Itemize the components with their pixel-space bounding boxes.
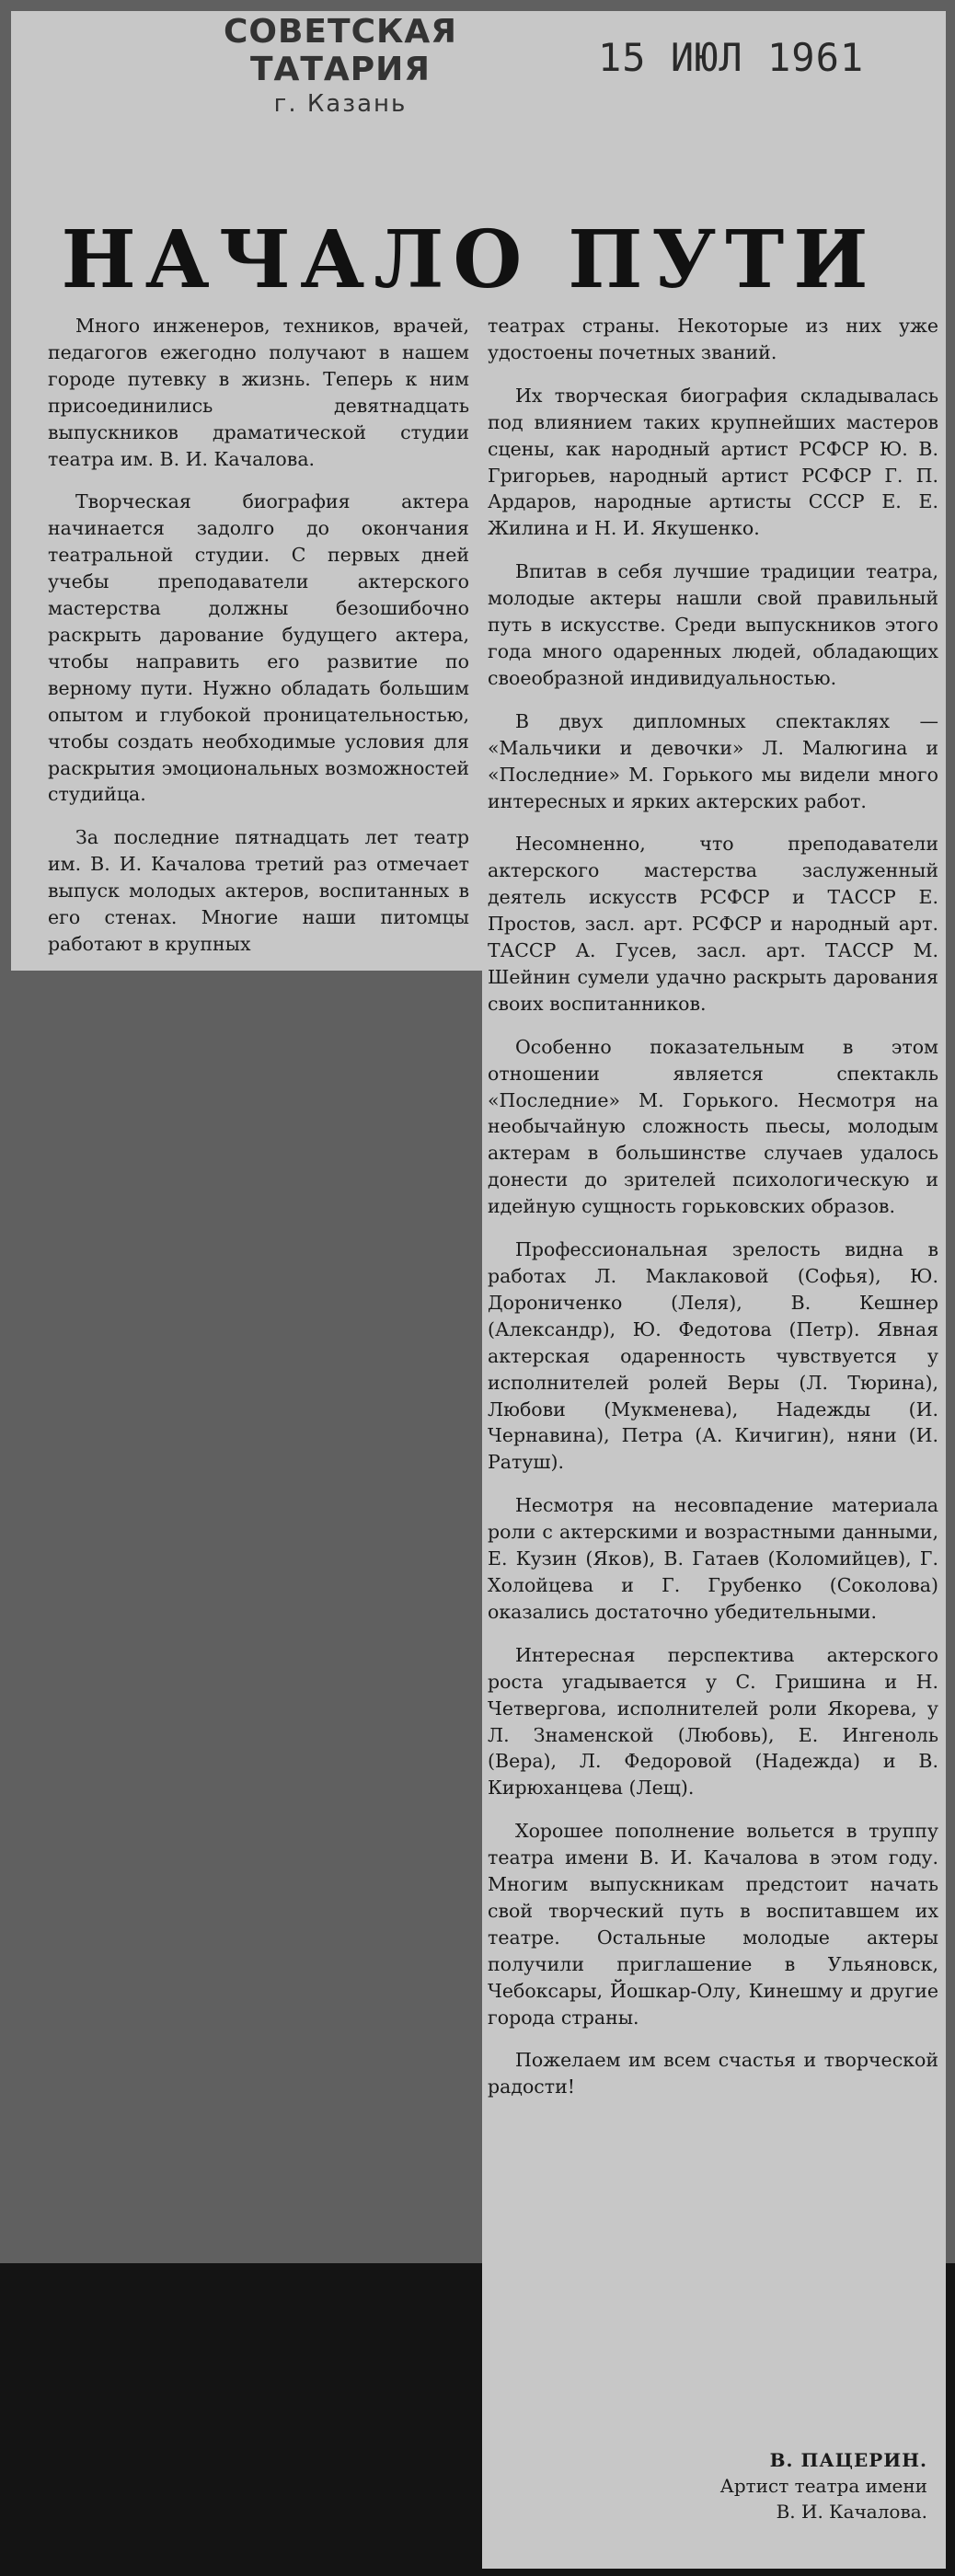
paragraph: Пожелаем им всем счастья и творческой радости!	[488, 2049, 938, 2099]
author-name: В. ПАЦЕРИН.	[769, 2449, 927, 2471]
paragraph: театрах страны. Некоторые из них уже удостоены почетных званий.	[488, 315, 938, 363]
date-stamp: 15 ИЮЛ 1961	[598, 35, 865, 80]
paragraph: Их творческая биография складывалась под влиянием таких крупнейших мастеров сцены, как народный артист РСФСР Ю. В. Григорьев, народный артист РСФСР Г. П. Ардаров, народные артисты СССР Е. Е. Жилина и Н. И. Якушенко.	[488, 384, 938, 540]
paragraph: За последние пятнадцать лет театр им. В. И. Качалова третий раз отмечает выпуск молодых актеров, воспитанных в его стенах. Многие наши питомцы работают в крупных	[48, 826, 469, 955]
paragraph: В двух дипломных спектаклях — «Мальчики и девочки» Л. Малюгина и «Последние» М. Горького мы видели много интересных и ярких актерских работ.	[488, 709, 938, 812]
newspaper-city: г. Казань	[273, 90, 408, 118]
article-headline: НАЧАЛО ПУТИ	[61, 213, 878, 306]
paragraph: Профессиональная зрелость видна в работах Л. Маклаковой (Софья), Ю. Дорониченко (Леля), В. Кешнер (Александр), Ю. Федотова (Петр). Явная актерская одаренность чувствуется у исполнителей ролей Веры (Л. Тюрина), Любови (Мукменева), Надежды (И. Чернавина), Петра (А. Кичигин), няни (И. Ратуш).	[488, 1238, 938, 1474]
paragraph: Несмотря на несовпадение материала роли с актерскими и возрастными данными, Е. Кузин (Яков), В. Гатаев (Коломийцев), Г. Холойцева и Г. Грубенко (Соколова) оказались достаточно убедительными.	[488, 1494, 938, 1623]
paragraph: Впитав в себя лучшие традиции театра, молодые актеры нашли свой правильный путь в искусстве. Среди выпускников этого года много одаренных людей, обладающих своеобразной индивидуальностью.	[488, 560, 938, 689]
author-role: Артист театра имени	[719, 2475, 927, 2497]
paragraph: Несомненно, что преподаватели актерского мастерства заслуженный деятель искусств РСФСР и ТАССР Е. Простов, засл. арт. РСФСР и народный арт. ТАССР А. Гусев, засл. арт. ТАССР М. Шейнин сумели удачно раскрыть дарования своих воспитанников.	[488, 833, 938, 1015]
newspaper-masthead	[147, 13, 534, 118]
paragraph: Много инженеров, техников, врачей, педагогов ежегодно получают в нашем городе путевку в жизнь. Теперь к ним присоединились девятнадцать выпускников драматической студии театра им. В. И. Качалова.	[48, 315, 469, 470]
author-theatre: В. И. Качалова.	[776, 2501, 927, 2523]
article-column-right	[488, 313, 938, 2117]
article-column-left	[48, 313, 469, 974]
paragraph: Творческая биография актера начинается задолго до окончания театральной студии. С первых дней учебы преподаватели актерского мастерства должны безошибочно раскрыть дарование будущего актера, чтобы направить его развитие по верному пути. Нужно обладать большим опытом и глубокой проницательностью, чтобы создать необходимые условия для раскрытия эмоциональных возможностей студийца.	[48, 490, 469, 806]
paragraph: Хорошее пополнение вольется в труппу театра имени В. И. Качалова в этом году. Многим выпускникам предстоит начать свой творческий путь в воспитавшем их театре. Остальные молодые актеры получили приглашение в Ульяновск, Чебоксары, Йошкар-Олу, Кинешму и другие города страны.	[488, 1820, 938, 2029]
article-signature	[515, 2447, 927, 2524]
paragraph: Интересная перспектива актерского роста угадывается у С. Гришина и Н. Четвергова, исполнителей роли Якорева, у Л. Знаменской (Любовь), Е. Ингеноль (Вера), Л. Федоровой (Надежда) и В. Кирюханцева (Лещ).	[488, 1643, 938, 1800]
paragraph: Особенно показательным в этом отношении является спектакль «Последние» М. Горького. Несмотря на необычайную сложность пьесы, молодым актерам в большинстве случаев удалось донести до зрителей психологическую и идейную сущность горьковских образов.	[488, 1035, 938, 1218]
newspaper-name: СОВЕТСКАЯ ТАТАРИЯ	[223, 13, 458, 88]
